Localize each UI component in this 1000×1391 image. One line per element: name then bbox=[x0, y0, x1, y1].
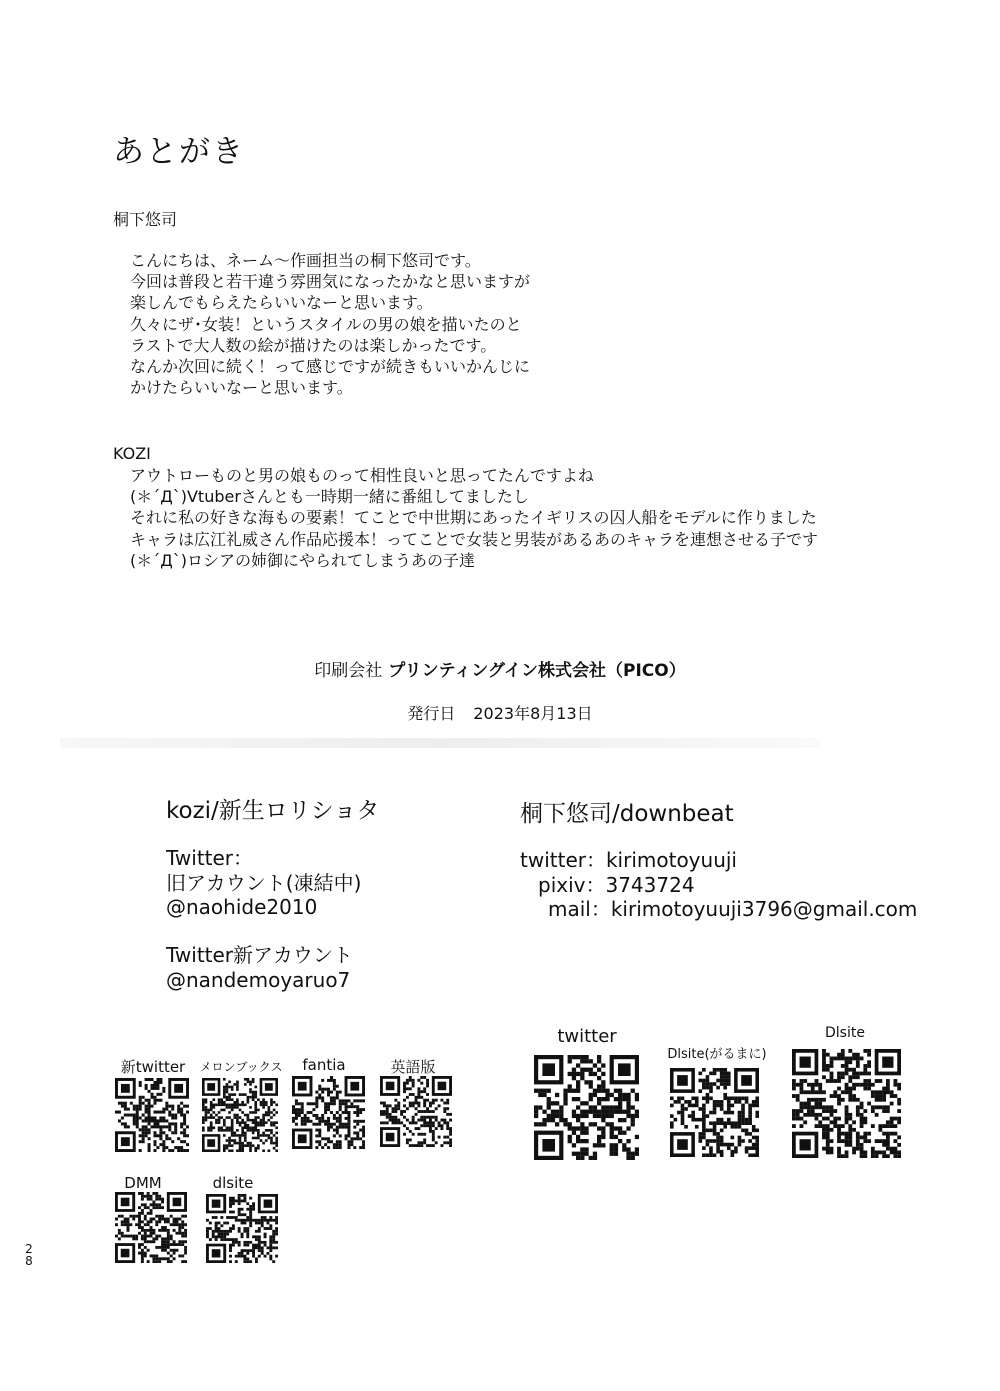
kozi-old-account-handle: @naohide2010 bbox=[166, 895, 318, 919]
english-edition-qr-code bbox=[380, 1076, 452, 1147]
kirishita-mail-line: mail：kirimotoyuuji3796@gmail.com bbox=[548, 897, 918, 921]
printer-name: プリンティングイン株式会社（PICO） bbox=[388, 661, 686, 681]
kirishita-contact-info bbox=[520, 848, 917, 922]
kozi-new-account-handle: @nandemoyaruo7 bbox=[166, 967, 351, 992]
qr-label-twitter: twitter bbox=[557, 1026, 617, 1047]
afterword-title: あとがき bbox=[113, 134, 245, 170]
kozi-old-account-label: 旧アカウント(凍結中) bbox=[166, 870, 362, 895]
page-number-digit: 2 bbox=[25, 1242, 33, 1256]
message-line: (＊´Д`)Vtuberさんとも一時期一緒に番組してましたし bbox=[130, 487, 529, 507]
dlsite-qr-code bbox=[206, 1194, 278, 1263]
melonbooks-qr-code bbox=[202, 1078, 278, 1152]
message-line: ラストで大人数の絵が描けたのは楽しかったです。 bbox=[130, 335, 497, 355]
dmm-qr-code bbox=[115, 1192, 187, 1263]
author-kozi-label: KOZI bbox=[113, 444, 151, 463]
kozi-heading: kozi/新生ロリショタ bbox=[166, 798, 380, 824]
kirishita-message bbox=[130, 250, 530, 398]
qr-label-new-twitter: 新twitter bbox=[120, 1058, 186, 1076]
qr-pattern bbox=[534, 1055, 639, 1160]
message-line: なんか次回に続く！って感じですが続きもいいかんじに bbox=[130, 357, 531, 377]
qr-pattern bbox=[206, 1194, 278, 1263]
fantia-qr-code bbox=[292, 1076, 365, 1149]
author-kirishita-label: 桐下悠司 bbox=[113, 210, 178, 229]
message-line: こんにちは、ネーム〜作画担当の桐下悠司です。 bbox=[130, 251, 481, 270]
qr-pattern bbox=[115, 1078, 189, 1152]
kozi-twitter-label: Twitter： bbox=[166, 846, 254, 870]
page-number-digit: 8 bbox=[25, 1254, 33, 1268]
kirishita-twitter-line: twitter：kirimotoyuuji bbox=[520, 848, 737, 872]
kozi-new-account-info bbox=[166, 943, 353, 992]
qr-pattern bbox=[115, 1192, 187, 1263]
printer-line bbox=[0, 656, 1000, 681]
qr-label-dlsite-2: Dlsite bbox=[825, 1025, 865, 1041]
message-line: 久々にザ･女装！というスタイルの男の娘を描いたのと bbox=[130, 314, 522, 334]
new-twitter-qr-code bbox=[115, 1078, 189, 1152]
qr-label-dlsite-garumani: Dlsite(がるまに) bbox=[667, 1047, 767, 1062]
kirishita-pixiv-line: pixiv：3743724 bbox=[538, 872, 695, 897]
publication-date-value: 2023年8月13日 bbox=[473, 704, 593, 723]
qr-label-fantia: fantia bbox=[302, 1056, 346, 1074]
message-line: 今回は普段と若干違う雰囲気になったかなと思いますが bbox=[130, 272, 531, 292]
page-number bbox=[23, 1243, 35, 1267]
twitter-qr-code bbox=[534, 1055, 639, 1160]
dlsite-qr-code-2 bbox=[792, 1049, 901, 1158]
printer-label: 印刷会社 bbox=[314, 661, 383, 681]
message-line: アウトローものと男の娘ものって相性良いと思ってたんですよね bbox=[130, 466, 594, 485]
qr-label-melonbooks: メロンブックス bbox=[199, 1060, 283, 1074]
qr-pattern bbox=[792, 1049, 901, 1158]
kirishita-heading: 桐下悠司/downbeat bbox=[520, 801, 734, 827]
publication-date-label: 発行日 bbox=[407, 704, 456, 723]
message-line: (＊´Д`)ロシアの姉御にやられてしまうあの子達 bbox=[130, 550, 475, 570]
message-line: 楽しんでもらえたらいいなーと思います。 bbox=[130, 293, 433, 313]
message-line: かけたらいいなーと思います。 bbox=[130, 378, 353, 398]
scan-smudge bbox=[60, 738, 820, 748]
qr-pattern bbox=[202, 1078, 278, 1152]
kozi-new-account-label: Twitter新アカウント bbox=[166, 943, 353, 967]
message-line: それに私の好きな海もの要素！てことで中世期にあったイギリスの囚人船をモデルに作りました bbox=[130, 508, 817, 528]
qr-pattern bbox=[380, 1076, 452, 1147]
message-line: キャラは広江礼威さん作品応援本！ってことで女装と男装があるあのキャラを連想させる子です bbox=[130, 529, 819, 549]
publication-date-line bbox=[0, 701, 1000, 724]
qr-pattern bbox=[670, 1068, 759, 1157]
qr-pattern bbox=[292, 1076, 365, 1149]
qr-label-dmm: DMM bbox=[124, 1174, 162, 1192]
qr-label-dlsite: dlsite bbox=[212, 1174, 254, 1192]
dlsite-garumani-qr-code bbox=[670, 1068, 759, 1157]
qr-label-english-edition: 英語版 bbox=[390, 1058, 436, 1076]
kozi-message bbox=[130, 465, 818, 571]
kozi-old-account-info bbox=[166, 846, 361, 920]
